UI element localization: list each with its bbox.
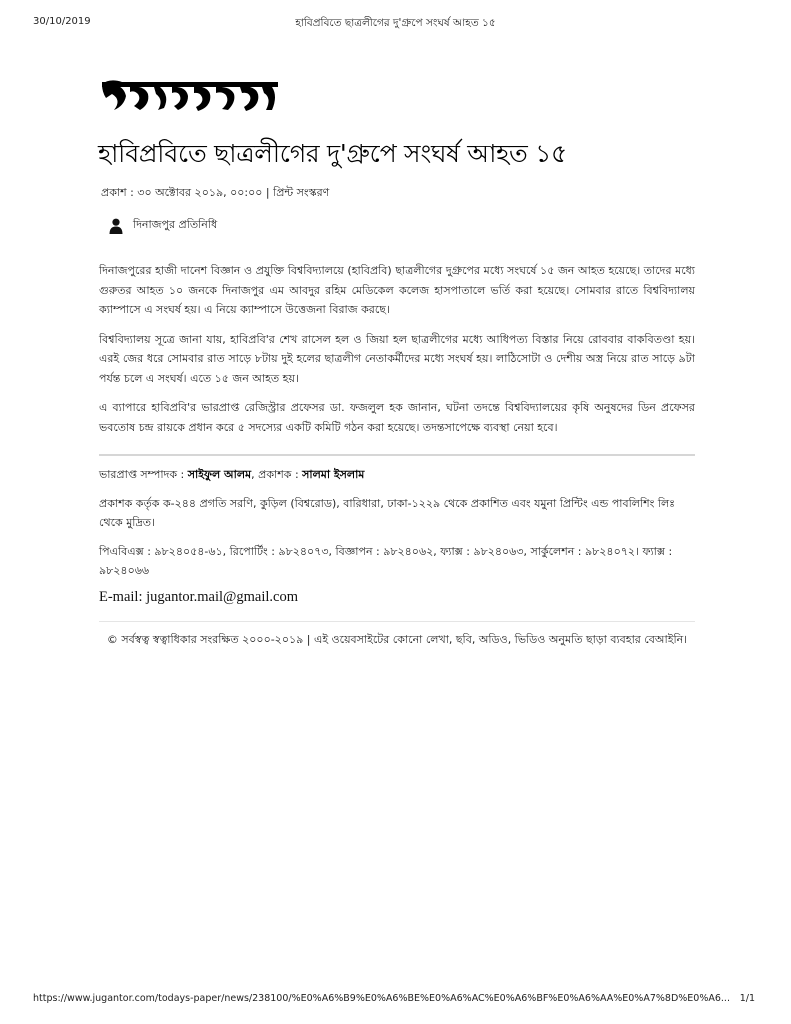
article-paragraph: দিনাজপুরের হাজী দানেশ বিজ্ঞান ও প্রযুক্তি বিশ্ববিদ্যালয়ে (হাবিপ্রবি) ছাত্রলীগের দুগ্রুপের মধ্যে সংঘর্ষে ১৫ জন আহত হয়েছে। তাদের মধ্যে গুরুতর আহত ১০ জনকে দিনাজপুর এম আবদুর রহিম মেডিকেল কলেজ হাসপাতালে ভর্তি করা হয়েছে। সোমবার রাতে বিশ্ববিদ্যালয় ক্যাম্পাসে এ সংঘর্ষ হয়। এ নিয়ে ক্যাম্পাসে উত্তেজনা বিরাজ করছে।: [99, 264, 695, 316]
article-headline: হাবিপ্রবিতে ছাত্রলীগের দু'গ্রুপে সংঘর্ষ আহত ১৫: [98, 139, 567, 168]
publisher-label: , প্রকাশক :: [251, 468, 303, 481]
author-byline: [109, 216, 217, 235]
editor-name: সাইফুল আলম: [187, 468, 252, 481]
page-number: 1/1: [739, 993, 755, 1004]
article-paragraph: এ ব্যাপারে হাবিপ্রবি'র ভারপ্রাপ্ত রেজিস্ট্রার প্রফেসর ডা. ফজলুল হক জানান, ঘটনা তদন্তে বিশ্ববিদ্যালয়ের কৃষি অনুষদের ডিন প্রফেসর ভবতোষ চন্দ্র রায়কে প্রধান করে ৫ সদস্যের একটি কমিটি গঠন করা হয়েছে। তদন্তসাপেক্ষে ব্যবস্থা নেয়া হবে।: [99, 401, 695, 434]
copyright-divider: [99, 621, 695, 622]
publisher-name: সালমা ইসলাম: [302, 468, 365, 481]
jugantor-logo[interactable]: [100, 76, 280, 116]
user-icon: [109, 218, 123, 234]
author-name: দিনাজপুর প্রতিনিধি: [133, 218, 218, 231]
editor-label: ভারপ্রাপ্ত সম্পাদক :: [99, 468, 188, 481]
copyright-notice: © সর্বস্বত্ব স্বত্বাধিকার সংরক্ষিত ২০০০-২০১৯ | এই ওয়েবসাইটের কোনো লেখা, ছবি, অডিও, ভিডিও অনুমতি ছাড়া ব্যবহার বেআইনি।: [106, 633, 688, 646]
article-body: [99, 261, 695, 447]
footer-divider: [99, 454, 695, 456]
article-paragraph: বিশ্ববিদ্যালয় সূত্রে জানা যায়, হাবিপ্রবি'র শেখ রাসেল হল ও জিয়া হল ছাত্রলীগের মধ্যে আধিপত্য বিস্তার নিয়ে রোববার বাকবিতণ্ডা হয়। এরই জের ধরে সোমবার রাত সাড়ে ৮টায় দুই হলের ছাত্রলীগ নেতাকর্মীদের মধ্যে সংঘর্ষ হয়। লাঠিসোটা ও দেশীয় অস্ত্র নিয়ে রাত সাড়ে ৯টা পর্যন্ত চলে এ সংঘর্ষ। এতে ১৫ জন আহত হয়।: [99, 332, 695, 385]
site-footer: [99, 465, 695, 616]
contact-email[interactable]: E-mail: jugantor.mail@gmail.com: [99, 588, 298, 605]
editor-publisher-line: [99, 465, 695, 485]
print-url: https://www.jugantor.com/todays-paper/news/238100/%E0%A6%B9%E0%A6%BE%E0%A6%AC%E0%A6%BF%E0%A6%AA%E0%A7%8D%E0%A6...: [33, 993, 730, 1004]
contact-numbers: পিএবিএক্স : ৯৮২৪০৫৪-৬১, রিপোর্টিং : ৯৮২৪০৭৩, বিজ্ঞাপন : ৯৮২৪০৬২, ফ্যাক্স : ৯৮২৪০৬৩, সার্কুলেশন : ৯৮২৪০৭২। ফ্যাক্স : ৯৮২৪০৬৬: [99, 544, 673, 577]
publisher-address: প্রকাশক কর্তৃক ক-২৪৪ প্রগতি সরণি, কুড়িল (বিশ্বরোড), বারিধারা, ঢাকা-১২২৯ থেকে প্রকাশিত এবং যমুনা প্রিন্টিং এন্ড পাবলিশিং লিঃ থেকে মুদ্রিত।: [99, 496, 676, 529]
publish-meta: প্রকাশ : ৩০ অক্টোবর ২০১৯, ০০:০০ | প্রিন্ট সংস্করণ: [101, 186, 330, 199]
print-date: 30/10/2019: [33, 16, 91, 27]
print-page-title: হাবিপ্রবিতে ছাত্রলীগের দু'গ্রুপে সংঘর্ষ আহত ১৫: [295, 17, 496, 29]
